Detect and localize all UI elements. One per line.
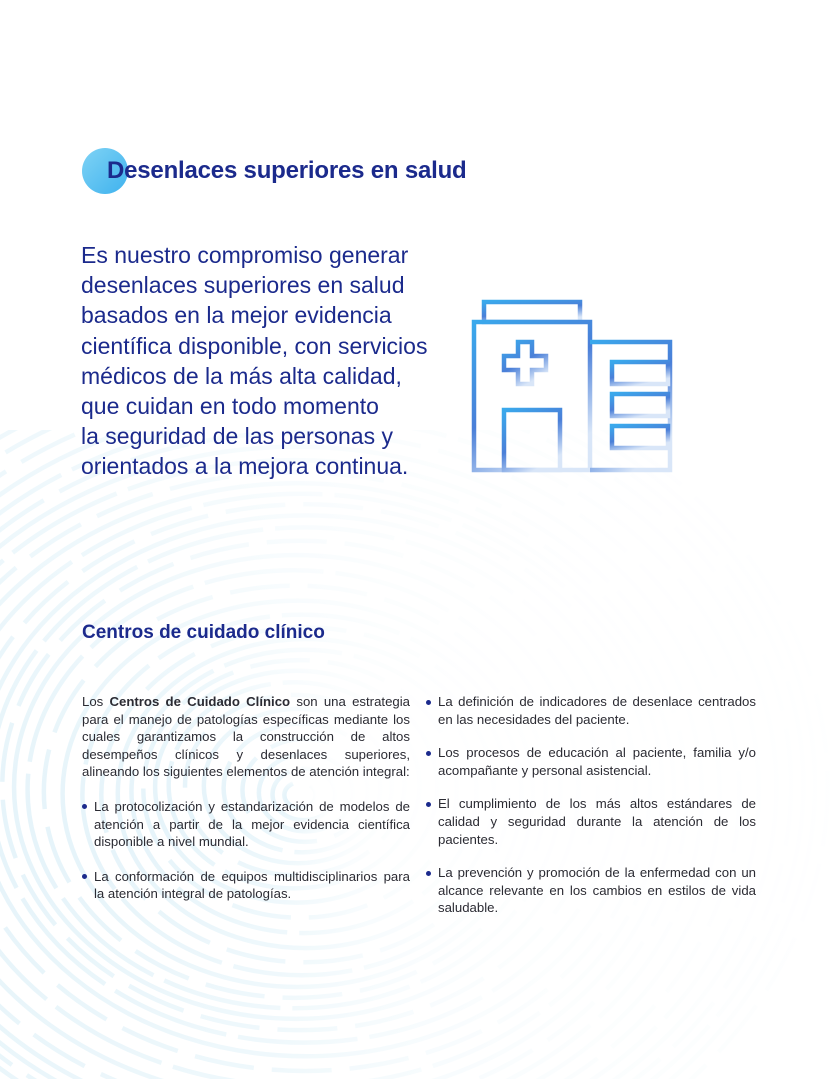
right-bullet-list <box>426 693 756 917</box>
hospital-building-icon <box>470 298 674 474</box>
list-item: La protocolización y estandarización de modelos de atención a partir de la mejor evidencia científica disponible a nivel mundial. <box>82 798 410 851</box>
right-column <box>426 693 756 917</box>
left-column <box>82 693 410 903</box>
page-title: Desenlaces superiores en salud <box>107 157 467 184</box>
paragraph-bold-term: Centros de Cuidado Clínico <box>109 694 291 709</box>
intro-line: desenlaces superiores en salud <box>81 272 405 299</box>
section-heading <box>82 148 582 198</box>
intro-line: orientados a la mejora continua. <box>81 453 409 480</box>
list-item: El cumplimiento de los más altos estándares de calidad y seguridad durante la atención de los pacientes. <box>426 795 756 848</box>
intro-line: basados en la mejor evidencia <box>81 302 392 329</box>
section-title: Centros de cuidado clínico <box>82 622 325 643</box>
intro-line: médicos de la más alta calidad, <box>81 362 402 389</box>
list-item: Los procesos de educación al paciente, familia y/o acompañante y personal asistencial. <box>426 744 756 779</box>
intro-line: la seguridad de las personas y <box>81 423 393 450</box>
intro-statement <box>81 240 481 482</box>
section-paragraph <box>82 693 410 781</box>
intro-line: científica disponible, con servicios <box>81 332 428 359</box>
paragraph-prefix: Los <box>82 694 110 709</box>
intro-line: que cuidan en todo momento <box>81 393 379 420</box>
intro-line: Es nuestro compromiso generar <box>81 242 409 268</box>
left-bullet-list <box>82 798 410 903</box>
list-item: La definición de indicadores de desenlace centrados en las necesidades del paciente. <box>426 693 756 728</box>
list-item: La conformación de equipos multidisciplinarios para la atención integral de patologías. <box>82 868 410 903</box>
paragraph-rest: son una estrategia para el manejo de patologías específicas mediante los cuales garantizamos la construcción de altos desempeños clínicos y desenlaces superiores, alineando los siguientes elementos de atención integral: <box>82 694 410 780</box>
list-item: La prevención y promoción de la enfermedad con un alcance relevante en los cambios en estilos de vida saludable. <box>426 864 756 917</box>
